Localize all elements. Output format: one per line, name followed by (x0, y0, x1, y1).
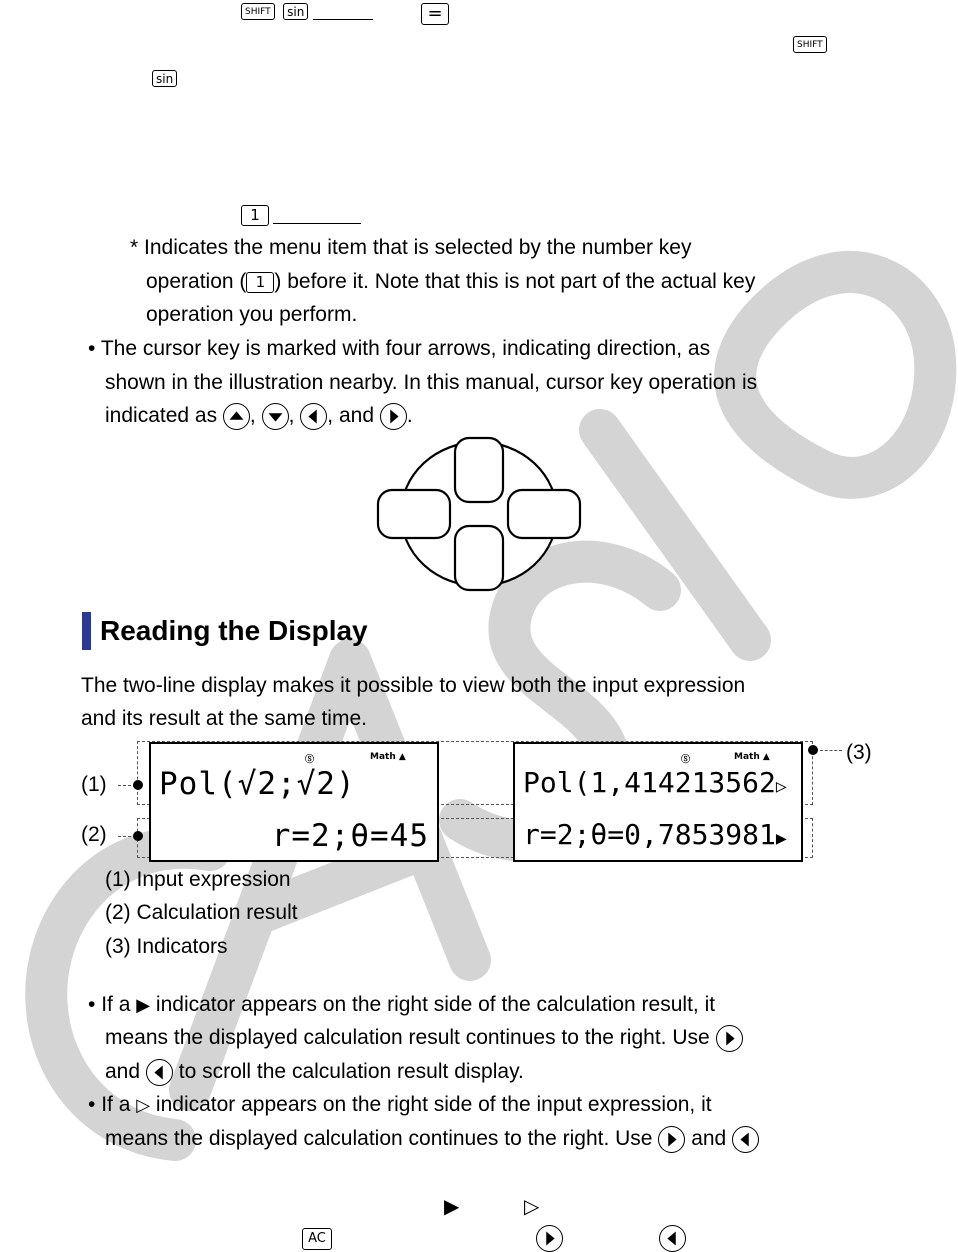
bullet-2-line-1: • If a ▷ indicator appears on the right side of the input expression, it (88, 1093, 712, 1116)
legend-item-2: (2) Calculation result (105, 901, 298, 924)
cursor-up-icon (223, 403, 250, 430)
input-expression: Pol(√2;√2) (159, 766, 356, 802)
cursor-bullet-line-2: shown in the illustration nearby. In this manual, cursor key operation is (105, 371, 758, 394)
bullet-2-line-2: means the displayed calculation continues to the right. Use and (105, 1122, 759, 1156)
open-right-arrow-icon: ▷ (136, 1095, 151, 1115)
s-indicator: Ⓢ (681, 755, 691, 765)
sin-key-icon: sin (152, 70, 177, 87)
solid-right-arrow-icon: ▶ (444, 1194, 460, 1218)
underline (313, 3, 373, 20)
callout-3-dot (808, 745, 818, 755)
shift-key-icon: SHIFT (241, 3, 275, 20)
cursor-right-icon (380, 403, 407, 430)
math-indicator: Math ▲ (370, 752, 406, 762)
cursor-bullet-line-3: indicated as , , , and . (105, 399, 413, 433)
callout-1-dot (133, 780, 143, 790)
input-expression: Pol(1,414213562▷ (523, 766, 787, 799)
cursor-right-icon (658, 1126, 685, 1153)
callout-1: (1) (81, 773, 107, 796)
one-key-icon: 1 (241, 205, 269, 226)
cursor-down-icon (262, 403, 289, 430)
solid-right-arrow-icon: ▶ (136, 995, 151, 1015)
calculation-result: r=2;θ=0,7853981▶ (523, 818, 787, 851)
bullet-1-line-2: means the displayed calculation result continues to the right. Use (105, 1021, 743, 1055)
lcd-right (513, 742, 803, 862)
intro-line-1: The two-line display makes it possible to view both the input expression (81, 674, 746, 697)
shift-key-icon: SHIFT (793, 36, 827, 53)
section-accent-bar (82, 612, 91, 650)
bullet-1-line-1: • If a ▶ indicator appears on the right side of the calculation result, it (88, 993, 716, 1016)
open-right-arrow-icon: ▷ (775, 776, 787, 797)
cursor-right-icon (716, 1025, 743, 1052)
legend-item-3: (3) Indicators (105, 935, 228, 958)
cursor-left-icon (300, 403, 327, 430)
note-line-1: * Indicates the menu item that is selected by the number key (130, 236, 692, 259)
callout-2-dot (133, 831, 143, 841)
cursor-pad-illustration (376, 436, 582, 592)
equals-key-icon: = (421, 3, 449, 25)
top-key-row (241, 3, 373, 21)
callout-3-leader (820, 750, 842, 751)
open-right-arrow-icon: ▷ (524, 1194, 540, 1218)
math-indicator: Math ▲ (734, 752, 770, 762)
cursor-left-icon (732, 1126, 759, 1153)
section-title: Reading the Display (100, 615, 368, 646)
underline (273, 207, 361, 224)
calculation-result: r=2;θ=45 (271, 818, 429, 854)
note-line-2: operation ( 1 ) before it. Note that this is not part of the actual key (146, 270, 756, 293)
legend-item-1: (1) Input expression (105, 868, 291, 891)
menu-key-row (241, 205, 361, 226)
bullet-1-line-3: and to scroll the calculation result display. (105, 1055, 524, 1089)
cursor-left-icon (146, 1059, 173, 1086)
intro-line-2: and its result at the same time. (81, 707, 367, 730)
ac-key-icon: AC (302, 1228, 332, 1250)
callout-2: (2) (81, 823, 107, 846)
cursor-left-icon (659, 1225, 686, 1252)
sin-key-icon: sin (283, 3, 308, 20)
callout-3: (3) (846, 741, 872, 764)
lcd-left (149, 742, 439, 862)
cursor-bullet-line-1: • The cursor key is marked with four arrows, indicating direction, as (88, 337, 711, 360)
one-key-icon: 1 (246, 272, 274, 293)
s-indicator: Ⓢ (305, 755, 315, 765)
cursor-right-icon (536, 1225, 563, 1252)
solid-right-arrow-icon: ▶ (775, 828, 787, 849)
note-line-3: operation you perform. (146, 303, 358, 326)
